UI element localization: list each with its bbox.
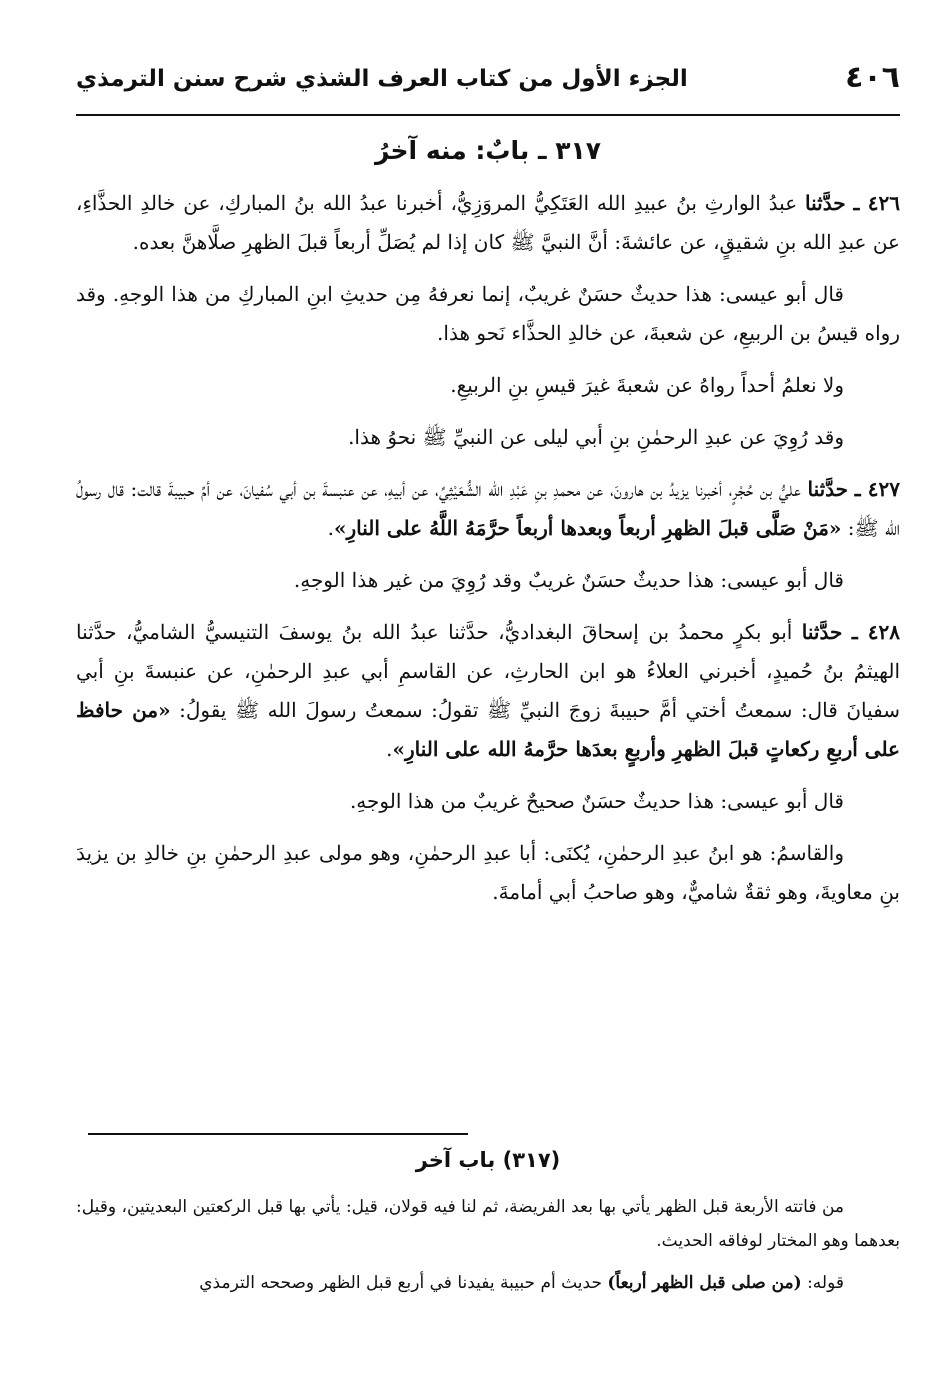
note-paragraph: من فاتته الأربعة قبل الظهر يأتي بها بعد الفريضة، ثم لنا فيه قولان، قيل: يأتي بها قبل الركعتين البعديتين، وقيل: بعدهما وهو المختار لوفاقه الحديث. bbox=[76, 1197, 900, 1251]
commentary-paragraph: قال أبو عيسى: هذا حديثٌ حسَنٌ غريبٌ وقد رُوِيَ من غير هذا الوجهِ. bbox=[293, 568, 844, 592]
prophetic-quote: «مَنْ صَلَّى قبلَ الظهرِ أربعاً وبعدها أربعاً حرَّمَهُ اللَّهُ على النارِ» bbox=[333, 516, 842, 540]
hadith-426 bbox=[76, 184, 900, 262]
hadith-text: أبو بكرٍ محمدُ بن إسحاقَ البغداديُّ، حدَّثنا عبدُ الله بنُ يوسفَ التنيسيُّ الشاميُّ، حدَّثنا الهيثمُ بنُ حُميدٍ، أخبرني العلاءُ هو ابن الحارثِ، عن القاسمِ أبي عبدِ الرحمٰنِ، عن عنبسةَ بنِ أبي سفيانَ قال: سمعتُ أختي أمَّ حبيبةَ زوجَ النبيِّ ﷺ تقولُ: سمعتُ رسولَ الله ﷺ يقولُ: bbox=[76, 620, 901, 722]
commentary-paragraph: قال أبو عيسى: هذا حديثٌ حسَنٌ صحيحٌ غريبٌ من هذا الوجهِ. bbox=[349, 789, 844, 813]
commentary-paragraph: والقاسمُ: هو ابنُ عبدِ الرحمٰنِ، يُكنَى: أبا عبدِ الرحمٰنِ، وهو مولى عبدِ الرحمٰنِ بنِ خالدِ بن يزيدَ بنِ معاويةَ، وهو ثقةٌ شاميٌّ، وهو صاحبُ أبي أمامةَ. bbox=[76, 841, 900, 904]
commentary-paragraph: ولا نعلمُ أحداً رواهُ عن شعبةَ غيرَ قيسِ بنِ الربيعِ. bbox=[450, 373, 844, 397]
hadith-text: عبدُ الوارثِ بنُ عبيدِ الله العَتَكِيُّ المروَزِيُّ، أخبرنا عبدُ الله بنُ المباركِ، عن خالدِ الحذَّاءِ، عن عبدِ الله بنِ شقيقٍ، عن عائشةَ: أنَّ النبيَّ ﷺ كان إذا لم يُصَلِّ أربعاً قبلَ الظهرِ صلَّاهنَّ بعده. bbox=[76, 191, 900, 254]
sentence-end: . bbox=[386, 737, 393, 761]
hadith-number: ٤٢٧ ـ bbox=[854, 477, 901, 501]
hadith-427 bbox=[76, 470, 900, 548]
commentary-paragraph: وقد رُوِيَ عن عبدِ الرحمٰنِ بنِ أبي ليلى عن النبيِّ ﷺ نحوُ هذا. bbox=[348, 425, 844, 449]
chapter-title: ٣١٧ ـ بابٌ: منه آخرُ bbox=[374, 136, 602, 165]
footnote-divider bbox=[88, 1133, 468, 1135]
hadith-text: عليُّ بن حُجْرٍ، أخبرنا يزيدُ بن هارونَ، عن محمدِ بنِ عَبْدِ الله الشُّعَيْثِيِّ، عن أبيهِ، عن عنبسةَ بن أبي سُفيانَ، عن أمِّ حبيبةَ قالت: قال رسولُ الله ﷺ: bbox=[76, 477, 900, 540]
note-text: حديث أم حبيبة يفيدنا في أربع قبل الظهر وصححه الترمذي bbox=[199, 1273, 602, 1293]
hadith-label: حدَّثنا bbox=[801, 620, 843, 644]
hadith-label: حدَّثنا bbox=[805, 191, 846, 215]
note-lead: قوله: bbox=[807, 1273, 844, 1293]
commentary-paragraph: قال أبو عيسى: هذا حديثٌ حسَنٌ غريبٌ، إنما نعرفهُ مِن حديثِ ابنِ المباركِ من هذا الوجهِ. وقد رواه قيسُ بن الربيعِ، عن شعبةَ، عن خالدِ الحذَّاء نَحو هذا. bbox=[76, 282, 900, 345]
sentence-end: . bbox=[327, 516, 334, 540]
notes-title: (٣١٧) باب آخر bbox=[415, 1148, 561, 1172]
note-paragraph bbox=[76, 1266, 900, 1300]
hadith-428 bbox=[76, 613, 900, 769]
page-number: ٤٠٦ bbox=[845, 60, 900, 95]
notes-section bbox=[76, 1190, 900, 1308]
hadith-number: ٤٢٦ ـ bbox=[853, 191, 901, 215]
hadith-number: ٤٢٨ ـ bbox=[851, 620, 900, 644]
note-quote: (من صلى قبل الظهر أربعاً) bbox=[607, 1273, 802, 1293]
running-title: الجزء الأول من كتاب العرف الشذي شرح سنن الترمذي bbox=[76, 66, 688, 92]
hadith-label: حدَّثنا bbox=[807, 477, 849, 501]
page-header bbox=[76, 58, 900, 116]
main-text bbox=[76, 184, 900, 925]
prophetic-quote: «من حافظ على أربعِ ركعاتٍ قبلَ الظهرِ وأربعٍ بعدَها حرَّمهُ الله على النارِ» bbox=[76, 698, 900, 761]
